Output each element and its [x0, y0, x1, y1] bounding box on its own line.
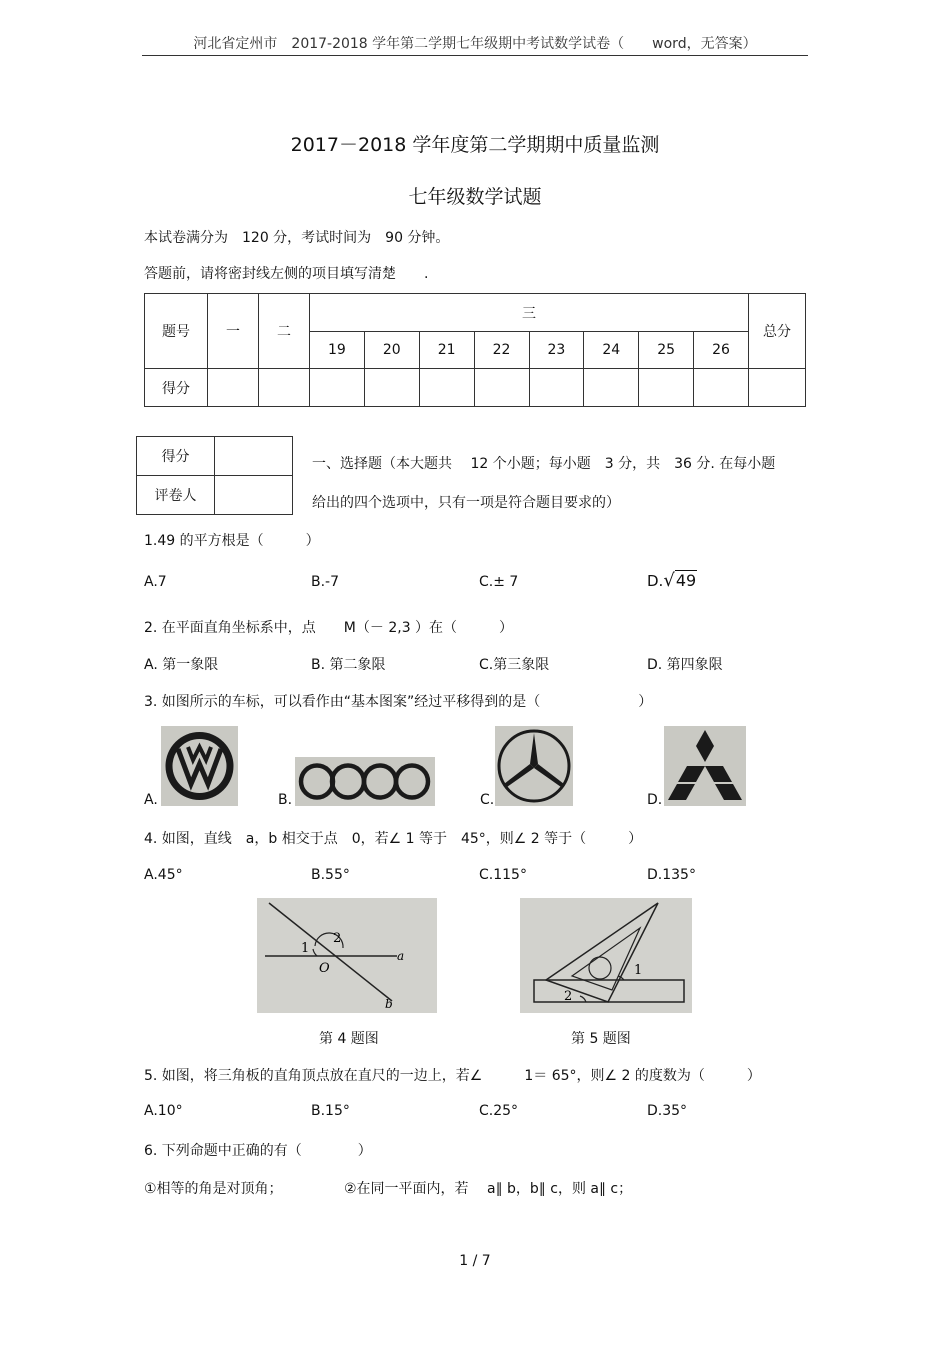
grader-table — [136, 436, 293, 515]
q1-option-b: B.-7 — [311, 574, 340, 590]
score-table-header-part1: 一 — [208, 294, 259, 369]
section1-heading-cont: 给出的四个选项中，只有一项是符合题目要求的） — [312, 495, 620, 511]
score-table-q23: 23 — [529, 332, 584, 369]
score-table-q22: 22 — [474, 332, 529, 369]
q1-option-d — [647, 570, 697, 591]
page-header: 河北省定州市 2017-2018 学年第二学期七年级期中考试数学试卷（ word，无答案） — [193, 36, 757, 52]
score-table-score-label: 得分 — [145, 369, 208, 407]
grader-name-label: 评卷人 — [137, 476, 215, 515]
score-cell — [474, 369, 529, 407]
score-cell — [208, 369, 259, 407]
q5-option-b: B.15° — [311, 1103, 350, 1119]
fig4-label-1: 1 — [301, 941, 310, 956]
header-divider — [142, 55, 808, 56]
score-table-header-total: 总分 — [749, 294, 806, 369]
score-cell — [639, 369, 694, 407]
exam-subtitle: 七年级数学试题 — [408, 186, 542, 208]
grader-name-cell — [215, 476, 293, 515]
audi-logo-icon — [295, 757, 435, 806]
fig4-label-2: 2 — [333, 931, 342, 946]
q3-option-a: A. — [144, 792, 158, 808]
score-table-q21: 21 — [419, 332, 474, 369]
q1-option-d-prefix: D. — [647, 572, 664, 590]
fig4-label-a: a — [397, 949, 405, 963]
figure-4-caption: 第 4 题图 — [319, 1031, 379, 1047]
q6-statement-2: ②在同一平面内，若 a∥ b，b∥ c，则 a∥ c； — [344, 1181, 633, 1197]
volkswagen-logo-icon — [161, 726, 238, 806]
fig5-label-2: 2 — [564, 989, 573, 1004]
q3-option-b: B. — [278, 792, 293, 808]
score-table-q25: 25 — [639, 332, 694, 369]
sqrt-sign-icon: √ — [663, 570, 675, 591]
question-6-stem: 6. 下列命题中正确的有（ ） — [144, 1143, 372, 1159]
q1-option-c: C.± 7 — [479, 574, 519, 590]
score-cell — [259, 369, 310, 407]
q5-option-d: D.35° — [647, 1103, 688, 1119]
q4-option-c: C.115° — [479, 867, 527, 883]
q1-option-a: A.7 — [144, 574, 167, 590]
score-cell — [694, 369, 749, 407]
figure-4-intersecting-lines — [257, 898, 437, 1013]
q2-option-c: C.第三象限 — [479, 657, 550, 673]
fig5-label-1: 1 — [634, 963, 643, 978]
score-table-q20: 20 — [364, 332, 419, 369]
q4-option-d: D.135° — [647, 867, 696, 883]
score-table-header-number: 题号 — [145, 294, 208, 369]
q4-option-b: B.55° — [311, 867, 350, 883]
fig4-label-o: O — [319, 961, 330, 976]
q2-option-a: A. 第一象限 — [144, 657, 219, 673]
q3-option-c: C. — [480, 792, 495, 808]
score-cell — [584, 369, 639, 407]
q4-option-a: A.45° — [144, 867, 183, 883]
fig4-label-b: b — [385, 997, 393, 1011]
question-4-stem: 4. 如图，直线 a，b 相交于点 0，若∠ 1 等于 45°，则∠ 2 等于（ ） — [144, 831, 643, 847]
q1-option-d-radicand: 49 — [675, 571, 697, 590]
intro-line-1: 本试卷满分为 120 分，考试时间为 90 分钟。 — [144, 230, 450, 246]
score-cell — [310, 369, 365, 407]
score-table-q24: 24 — [584, 332, 639, 369]
mitsubishi-logo-icon — [664, 726, 746, 806]
score-table-header-part2: 二 — [259, 294, 310, 369]
score-cell — [364, 369, 419, 407]
score-table-q19: 19 — [310, 332, 365, 369]
question-1-stem: 1.49 的平方根是（ ） — [144, 533, 320, 549]
score-cell — [749, 369, 806, 407]
question-2-stem: 2. 在平面直角坐标系中，点 M（－ 2,3 ）在（ ） — [144, 620, 514, 636]
score-table-q26: 26 — [694, 332, 749, 369]
q2-option-d: D. 第四象限 — [647, 657, 723, 673]
score-table — [144, 293, 806, 407]
q2-option-b: B. 第二象限 — [311, 657, 386, 673]
q5-option-a: A.10° — [144, 1103, 183, 1119]
q3-option-d: D. — [647, 792, 663, 808]
score-table-header-part3: 三 — [310, 294, 749, 332]
mercedes-logo-icon — [495, 726, 573, 806]
q5-option-c: C.25° — [479, 1103, 519, 1119]
section1-heading: 一、选择题（本大题共 12 个小题；每小题 3 分，共 36 分. 在每小题 — [312, 456, 776, 472]
page-number: 1 / 7 — [459, 1253, 491, 1269]
grader-score-label: 得分 — [137, 437, 215, 476]
score-cell — [529, 369, 584, 407]
question-3-stem: 3. 如图所示的车标，可以看作由“基本图案”经过平移得到的是（ ） — [144, 694, 653, 710]
intro-line-2: 答题前，请将密封线左侧的项目填写清楚 . — [144, 266, 429, 282]
figure-5-triangle-ruler — [520, 898, 692, 1013]
q6-statement-1: ①相等的角是对顶角； — [144, 1181, 283, 1197]
exam-title: 2017－2018 学年度第二学期期中质量监测 — [290, 134, 660, 156]
score-cell — [419, 369, 474, 407]
question-5-stem: 5. 如图，将三角板的直角顶点放在直尺的一边上，若∠ 1＝ 65°，则∠ 2 的度数为（ ） — [144, 1068, 761, 1084]
grader-score-cell — [215, 437, 293, 476]
figure-5-caption: 第 5 题图 — [571, 1031, 631, 1047]
